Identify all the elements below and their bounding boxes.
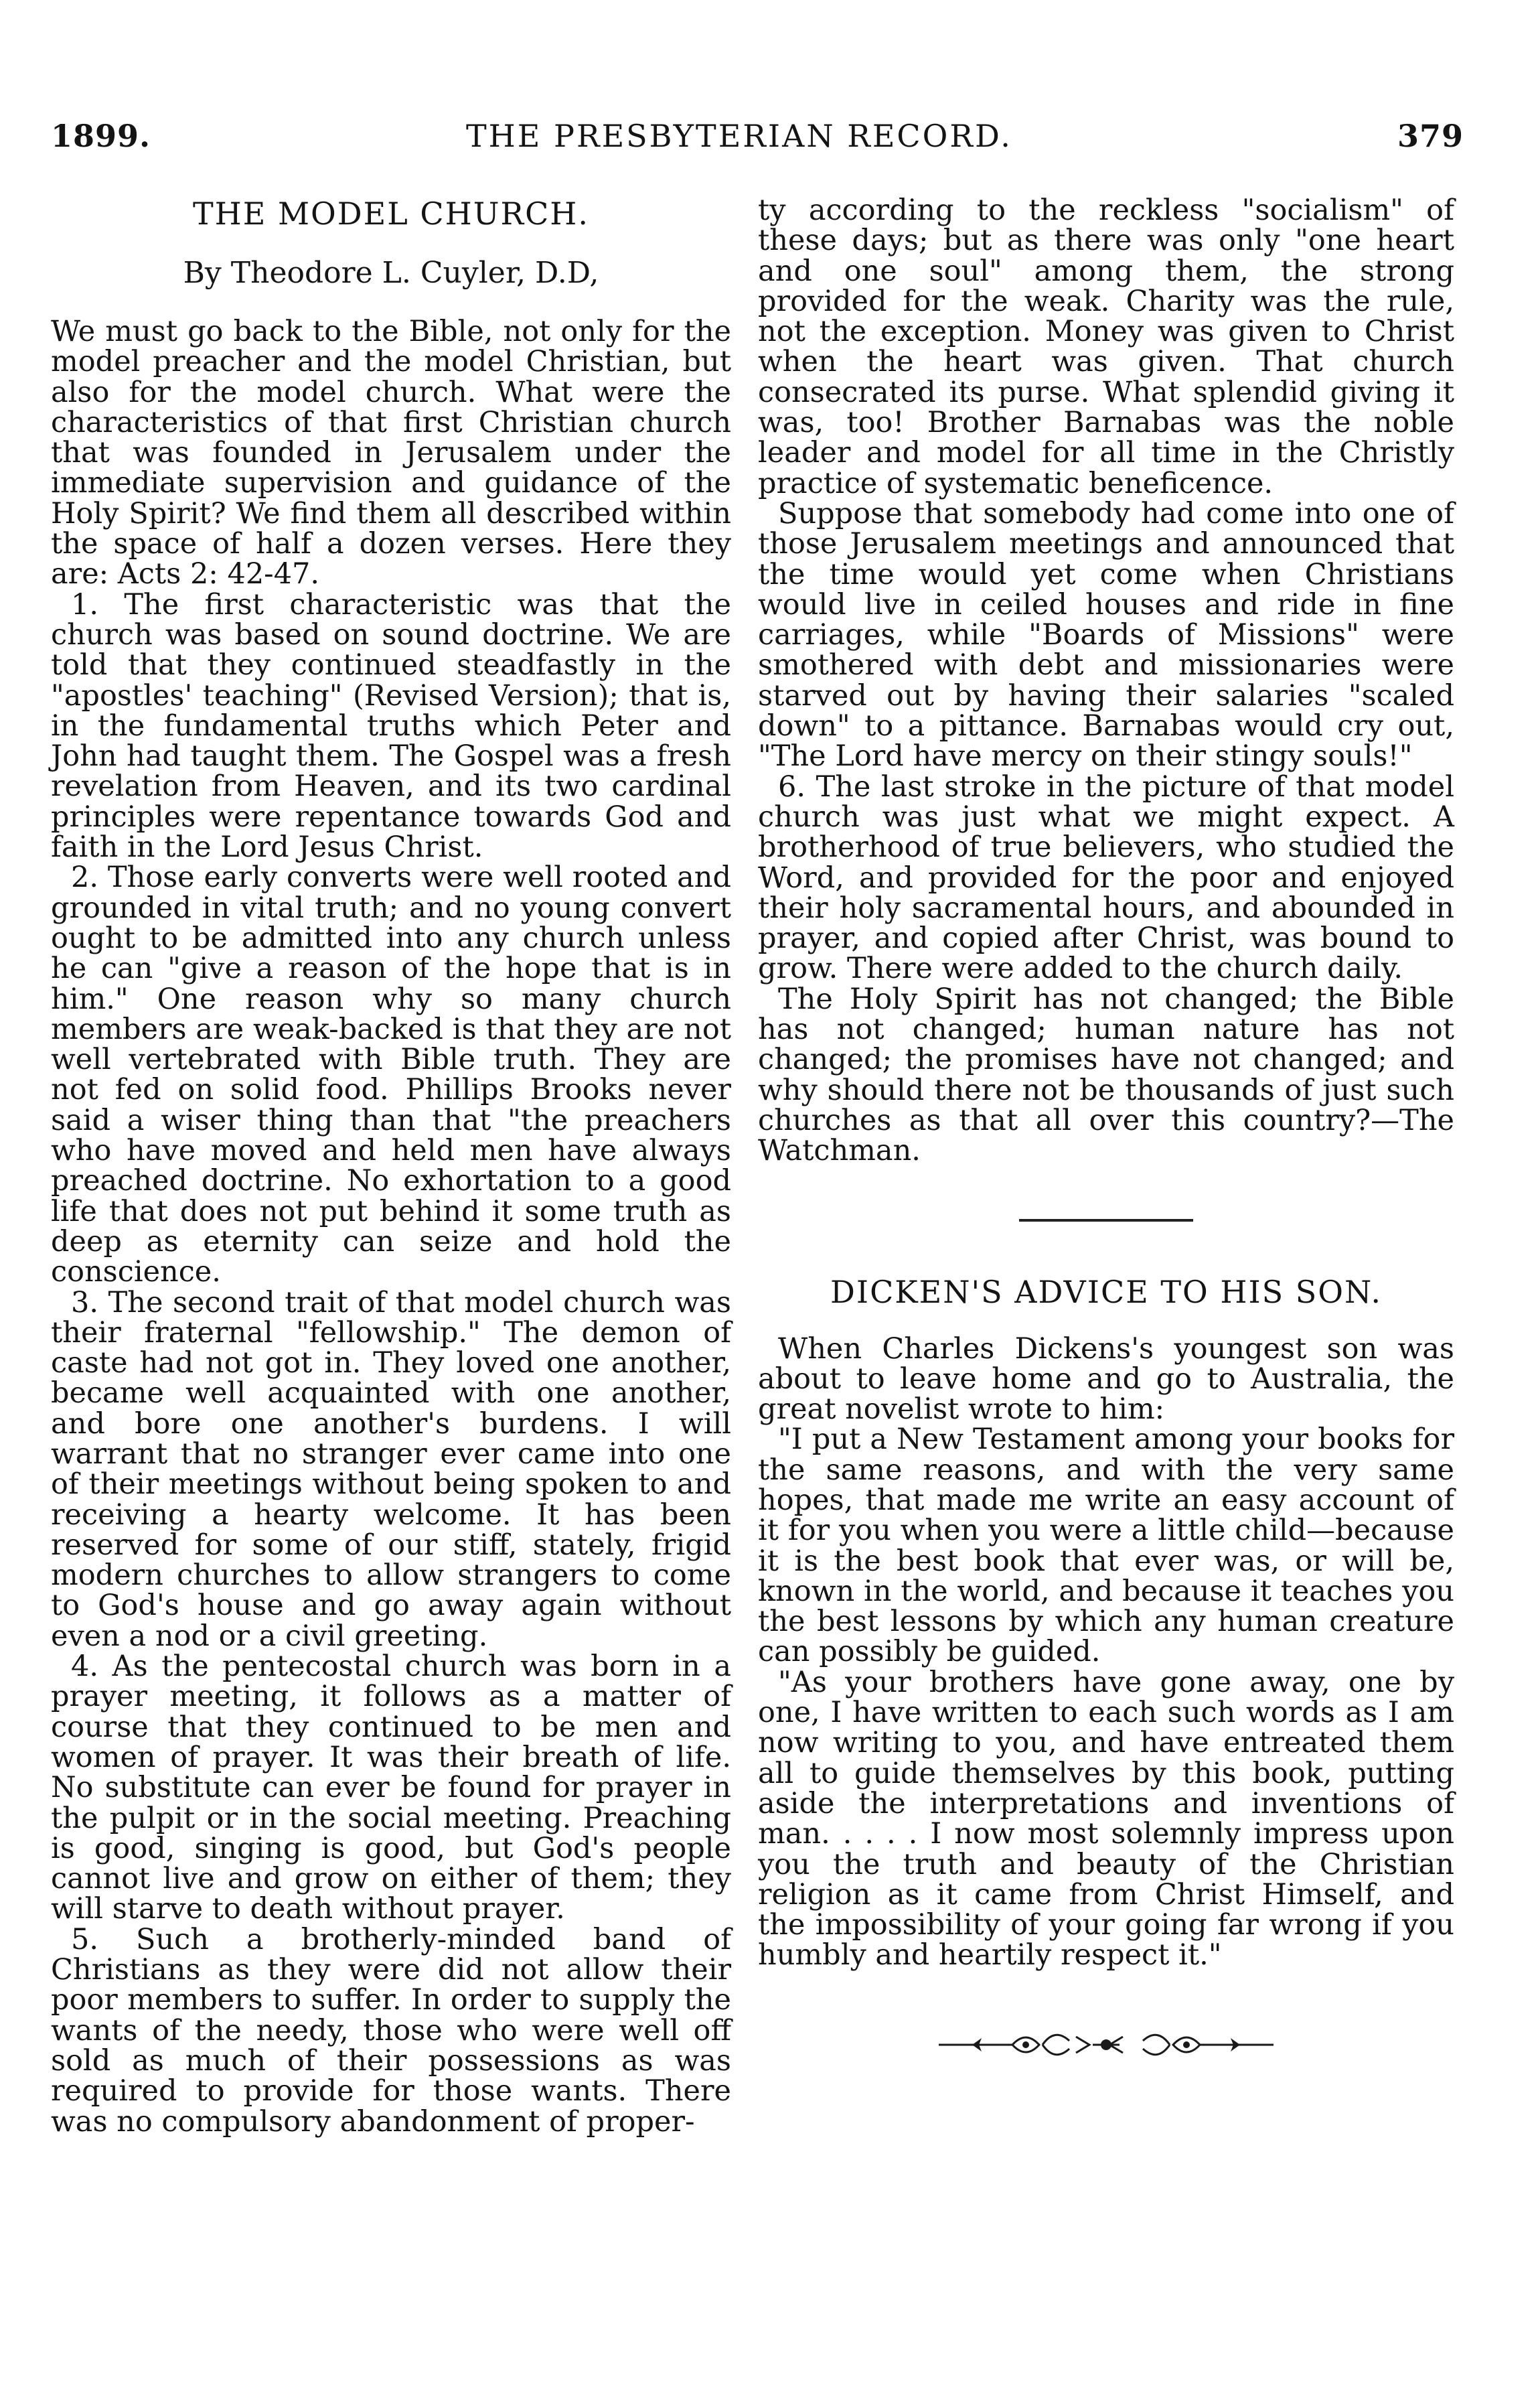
paragraph: When Charles Dickens's youngest son was about to leave home and go to Australia, the great novelist wrote to him: bbox=[758, 1331, 1454, 1427]
paragraph: We must go back to the Bible, not only for the model preacher and the model Christian, but also for the model church. What were the characteristics of that first Christian church that was founded in Jerusalem under the immediate supervision and guidance of the Holy Spirit? We find them all described within the space of half a dozen verses. Here they are: Acts 2: 42-47. bbox=[51, 315, 731, 591]
paragraph: 1. The first characteristic was that the church was based on sound doctrine. We are told that they continued steadfastly in the "apostles' teaching" (Revised Version); that is, in the fundamental truths which Peter and John had taught them. The Gospel was a fresh revelation from Heaven, and its two cardinal principles were repentance towards God and faith in the Lord Jesus Christ. bbox=[51, 587, 731, 865]
article-byline: By Theodore L. Cuyler, D.D, bbox=[183, 256, 599, 290]
paragraph: 6. The last stroke in the picture of that model church was just what we might expect. A brotherhood of true believers, who studied the Word, and provided for the poor and enjoyed their holy sacramental hours, and abounded in prayer, and copied after Christ, was bound to grow. There were added to the church daily. bbox=[758, 770, 1454, 986]
paragraph: 3. The second trait of that model church was their fraternal "fellowship." The demon of caste had not got in. They loved one another, became well acquainted with one another, and bore one another's burdens. I will warrant that no stranger ever came into one of their meetings without being spoken to and receiving a hearty welcome. It has been reserved for some of our stiff, stately, frigid modern churches to allow strangers to come to God's house and go away again without even a nod or a civil greeting. bbox=[51, 1285, 731, 1653]
paragraph-continued: ty according to the reckless "socialism" of these days; but as there was only "one heart and one soul" among them, the strong provided for the weak. Charity was the rule, not the exception. Money was given to Christ when the heart was given. That church consecrated its purse. What splendid giving it was, too! Brother Barnabas was the noble leader and model for all time in the Christly practice of systematic beneficence. bbox=[758, 194, 1454, 500]
paragraph: "As your brothers have gone away, one by one, I have written to each such words as I am now writing to you, and have entreated them all to guide themselves by this book, putting aside the interpretations and inventions of man. . . . . I now most solemnly impress upon you the truth and beauty of the Christian religion as it came from Christ Himself, and the impossibility of your going far wrong if you humbly and heartily respect it." bbox=[758, 1665, 1454, 1972]
header-title: THE PRESBYTERIAN RECORD. bbox=[466, 118, 1012, 154]
article-title: THE MODEL CHURCH. bbox=[192, 196, 590, 232]
paragraph: "I put a New Testament among your books for the same reasons, and with the very same hopes, that made me write an easy account of it for you when you were a little child—because it is the best book that ever was, or will be, known in the world, and because it teaches you the best lessons by which any human creature can possibly be guided. bbox=[758, 1423, 1454, 1669]
paragraph: 4. As the pentecostal church was born in a prayer meeting, it follows as a matter of course that they continued to be men and women of prayer. It was their breath of life. No substitute can ever be found for prayer in the pulpit or in the social meeting. Preaching is good, singing is good, but God's people cannot live and grow on either of them; they will starve to death without prayer. bbox=[51, 1650, 731, 1926]
right-column bbox=[758, 196, 1454, 2065]
section-divider bbox=[1019, 1219, 1193, 1222]
left-column bbox=[51, 196, 731, 2137]
header-year: 1899. bbox=[51, 118, 151, 154]
paragraph: The Holy Spirit has not changed; the Bible has not changed; human nature has not changed; the promises have not changed; and why should there not be thousands of just such churches as that all over this country?—The Watchman. bbox=[758, 982, 1454, 1168]
article-title: DICKEN'S ADVICE TO HIS SON. bbox=[830, 1273, 1382, 1310]
header-page-number: 379 bbox=[1397, 118, 1464, 154]
paragraph: 2. Those early converts were well rooted and grounded in vital truth; and no young convert ought to be admitted into any church unless he can "give a reason of the hope that is in him." One reason why so many church members are weak-backed is that they are not well vertebrated with Bible truth. They are not fed on solid food. Phillips Brooks never said a wiser thing than that "the preachers who have moved and held men have always preached doctrine. No exhortation to a good life that does not put behind it some truth as deep as eternity can seize and hold the conscience. bbox=[51, 861, 731, 1289]
paragraph: 5. Such a brotherly-minded band of Christians as they were did not allow their poor members to suffer. In order to supply the wants of the needy, those who were well off sold as much of their possessions as was required to provide for those wants. There was no compulsory abandonment of proper- bbox=[51, 1922, 731, 2139]
paragraph: Suppose that somebody had come into one of those Jerusalem meetings and announced that the time would yet come when Christians would live in ceiled houses and ride in fine carriages, while "Boards of Missions" were smothered with debt and missionaries were starved out by having their salaries "scaled down" to a pittance. Barnabas would cry out, "The Lord have mercy on their stingy souls!" bbox=[758, 496, 1454, 774]
page-header bbox=[51, 118, 1464, 158]
floral-ornament-icon bbox=[932, 2025, 1280, 2065]
